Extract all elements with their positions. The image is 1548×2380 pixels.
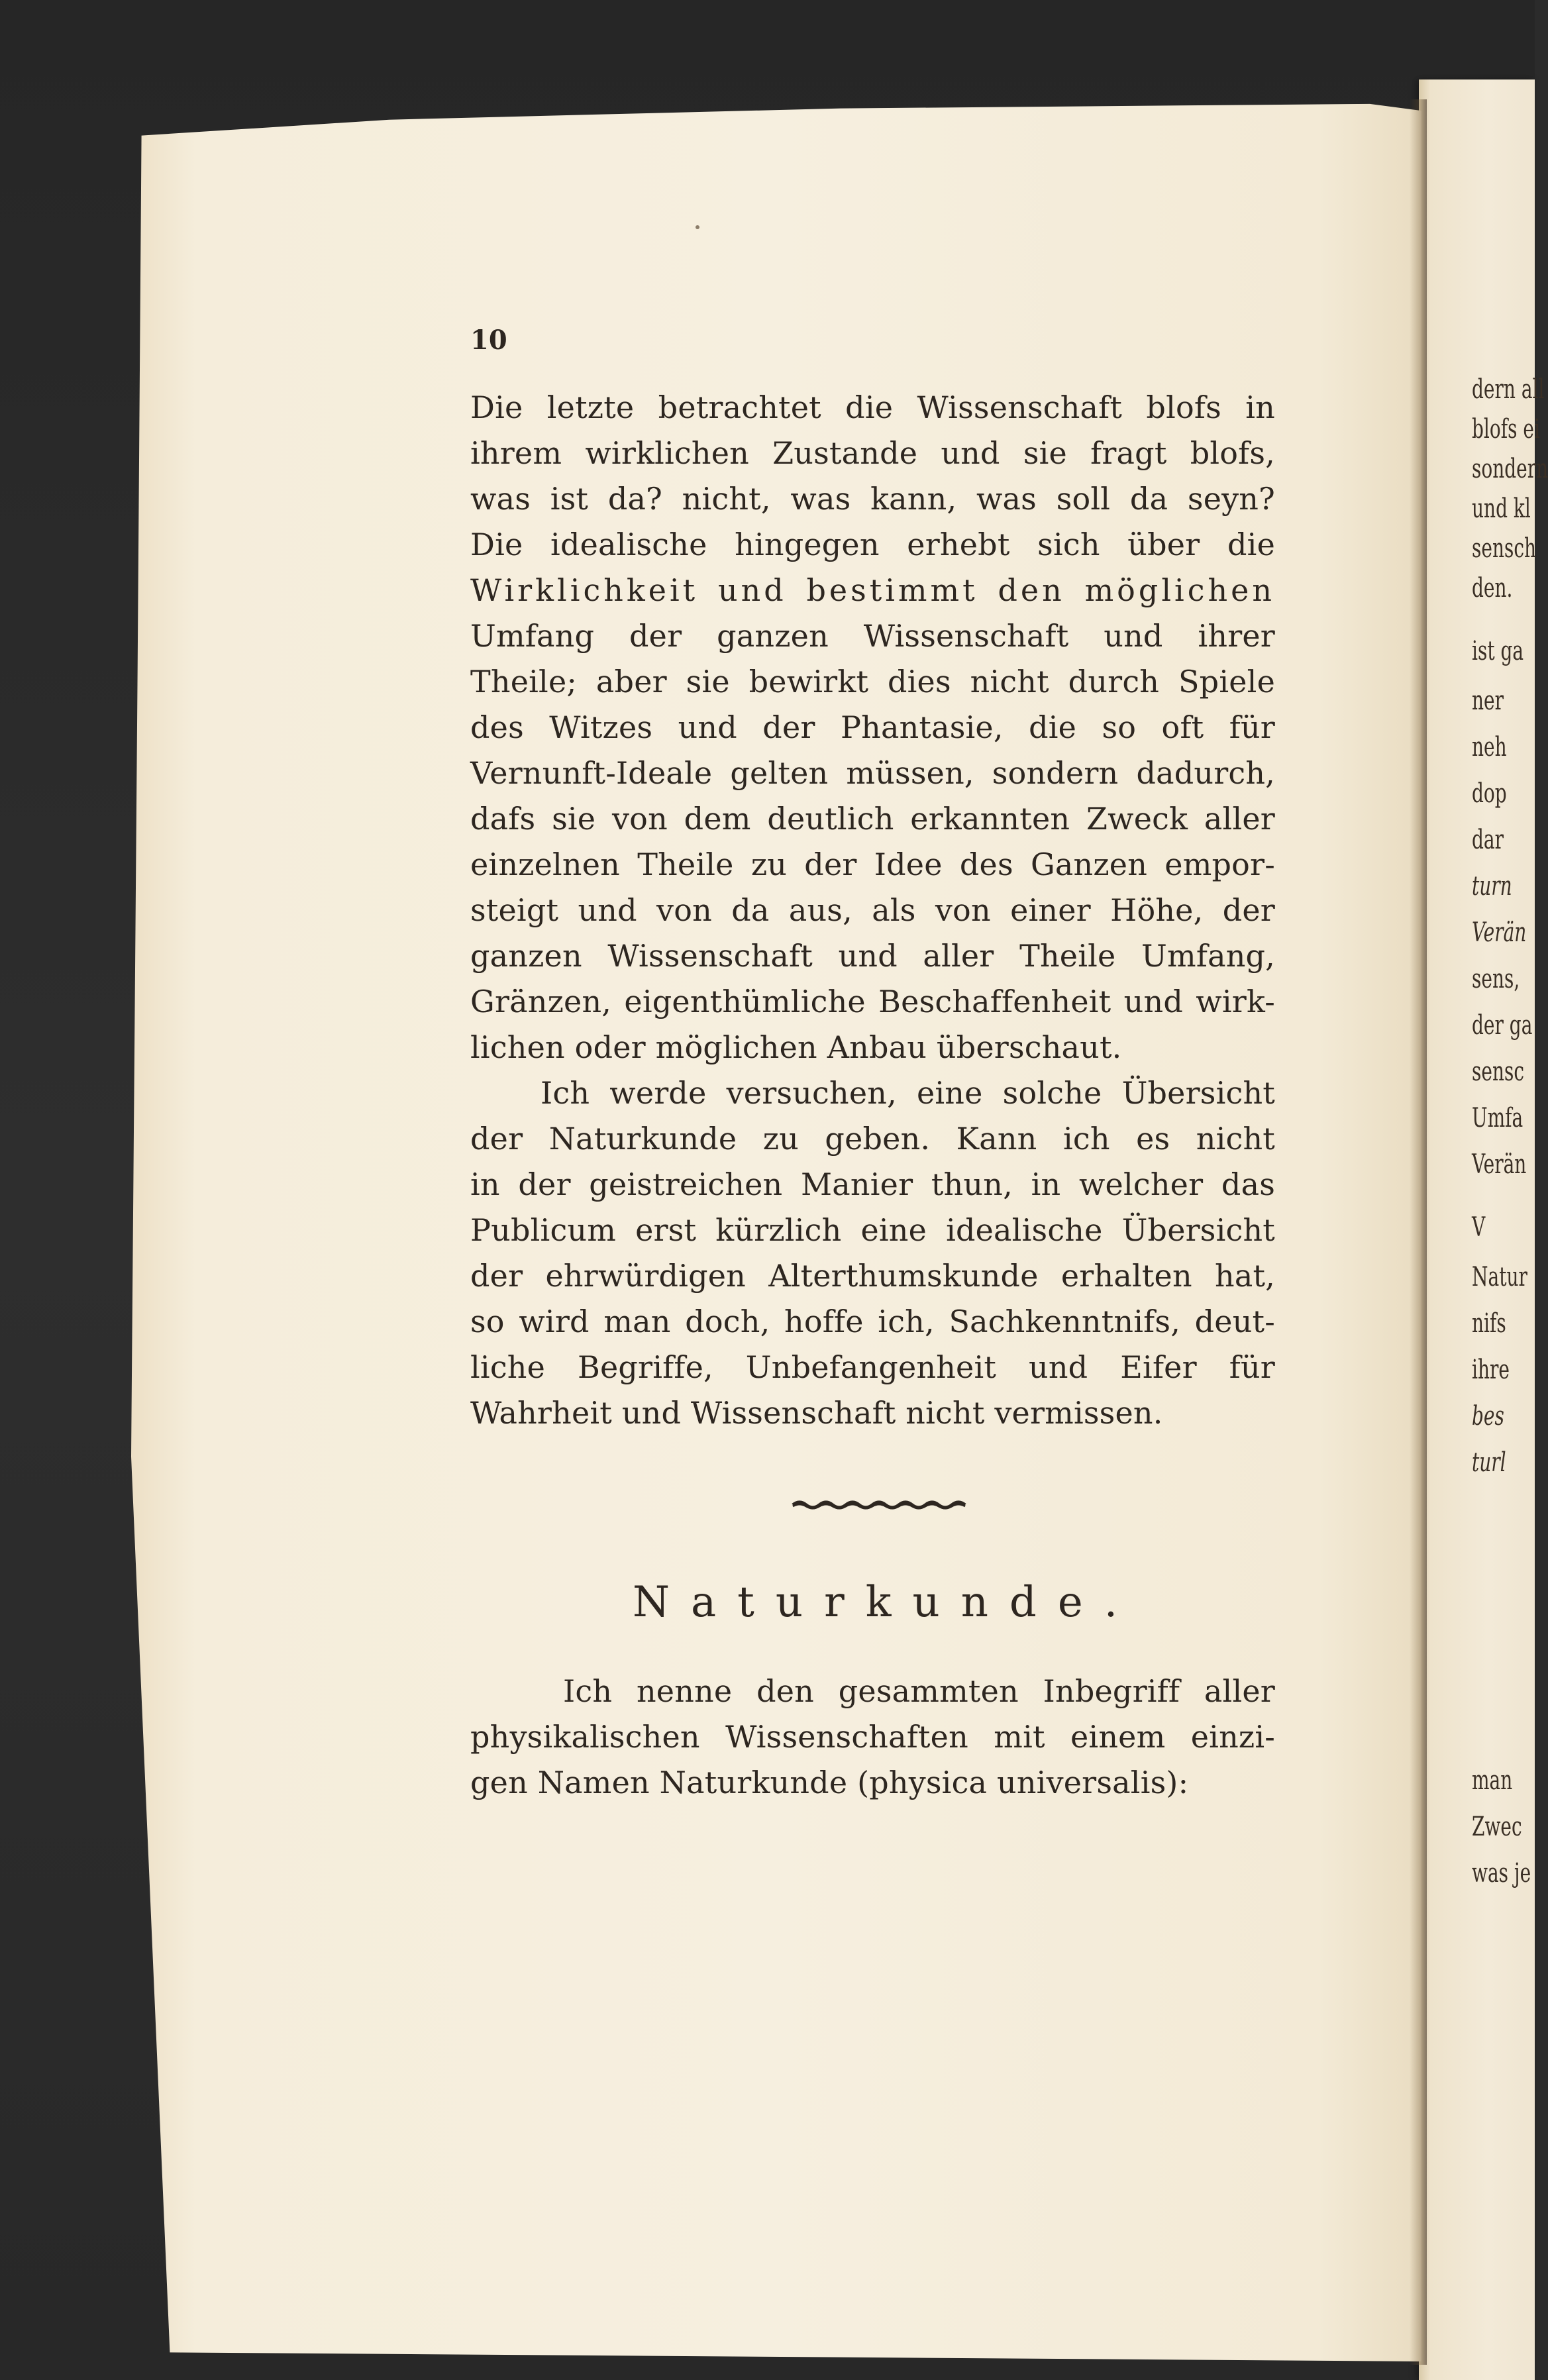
facing-line: dar xyxy=(1472,825,1504,855)
facing-line: der ga xyxy=(1472,1010,1533,1041)
facing-line: Verän xyxy=(1472,917,1527,948)
wavy-rule-ornament xyxy=(792,1497,970,1513)
page-number: 10 xyxy=(470,325,507,356)
text-line: steigt und von da aus, als von einer Höhe, der xyxy=(470,892,1275,928)
text-line: der Naturkunde zu geben. Kann ich es nicht xyxy=(470,1121,1275,1157)
page-gutter xyxy=(1410,99,1427,2365)
text-line: so wird man doch, hoffe ich, Sachkenntnifs, deut- xyxy=(470,1304,1275,1339)
facing-line: Umfa xyxy=(1472,1103,1523,1133)
text-line: Wahrheit und Wissenschaft nicht vermissen. xyxy=(470,1395,1163,1431)
text-line: gen Namen Naturkunde (physica universalis): xyxy=(470,1765,1189,1800)
text-line: ihrem wirklichen Zustande und sie fragt blofs, xyxy=(470,435,1275,471)
facing-line: was je xyxy=(1472,1858,1531,1888)
text-line: was ist da? nicht, was kann, was soll da seyn? xyxy=(470,481,1275,517)
text-line: des Witzes und der Phantasie, die so oft für xyxy=(470,709,1275,745)
text-line: ganzen Wissenschaft und aller Theile Umfang, xyxy=(470,938,1275,974)
facing-line: dop xyxy=(1472,778,1507,809)
text-line: Umfang der ganzen Wissenschaft und ihrer xyxy=(470,618,1275,654)
text-line: einzelnen Theile zu der Idee des Ganzen empor- xyxy=(470,847,1275,882)
facing-line: turn xyxy=(1472,871,1512,902)
facing-line: ner xyxy=(1472,686,1504,716)
text-line: liche Begriffe, Unbefangenheit und Eifer für xyxy=(470,1349,1275,1385)
facing-line: man xyxy=(1472,1765,1513,1796)
facing-line: den. xyxy=(1472,573,1513,603)
facing-line: turl xyxy=(1472,1447,1506,1478)
facing-page xyxy=(1419,79,1548,2380)
text-line: Publicum erst kürzlich eine idealische Übersicht xyxy=(470,1212,1275,1248)
section-heading: Naturkunde. xyxy=(633,1578,1139,1627)
page-speck xyxy=(696,225,699,229)
text-line: Wirklichkeit und bestimmt den möglichen xyxy=(470,572,1275,608)
facing-line: Zwec xyxy=(1472,1812,1522,1842)
text-line: Gränzen, eigenthümliche Beschaffenheit und wirk- xyxy=(470,984,1275,1019)
facing-line: sondern xyxy=(1472,454,1548,484)
text-line: Ich werde versuchen, eine solche Übersicht xyxy=(541,1075,1275,1111)
facing-line: ihre xyxy=(1472,1355,1510,1385)
text-line: Vernunft-Ideale gelten müssen, sondern dadurch, xyxy=(470,755,1275,791)
text-line: Theile; aber sie bewirkt dies nicht durch Spiele xyxy=(470,664,1275,699)
text-line: physikalischen Wissenschaften mit einem einzi- xyxy=(470,1719,1275,1755)
text-line: dafs sie von dem deutlich erkannten Zweck aller xyxy=(470,801,1275,837)
text-line: Die letzte betrachtet die Wissenschaft blofs in xyxy=(470,389,1275,425)
text-line: Die idealische hingegen erhebt sich über die xyxy=(470,527,1275,562)
facing-line: blofs ei xyxy=(1472,414,1540,444)
facing-line: und kl xyxy=(1472,493,1531,524)
facing-line: nifs xyxy=(1472,1308,1506,1339)
facing-line: bes xyxy=(1472,1401,1504,1431)
text-line: in der geistreichen Manier thun, in welcher das xyxy=(470,1166,1275,1202)
facing-line: Verän xyxy=(1472,1149,1527,1180)
text-line: der ehrwürdigen Alterthumskunde erhalten hat, xyxy=(470,1258,1275,1294)
facing-line: ist ga xyxy=(1472,636,1524,666)
facing-line: sensch xyxy=(1472,533,1537,564)
facing-line: dern all xyxy=(1472,374,1545,405)
facing-line: neh xyxy=(1472,732,1507,762)
facing-line: sens, xyxy=(1472,964,1520,994)
facing-line: sensc xyxy=(1472,1057,1525,1087)
text-line: Ich nenne den gesammten Inbegriff aller xyxy=(563,1673,1275,1709)
text-line: lichen oder möglichen Anbau überschaut. xyxy=(470,1029,1122,1065)
facing-line: Natur xyxy=(1472,1262,1527,1292)
facing-line: V xyxy=(1472,1212,1486,1243)
